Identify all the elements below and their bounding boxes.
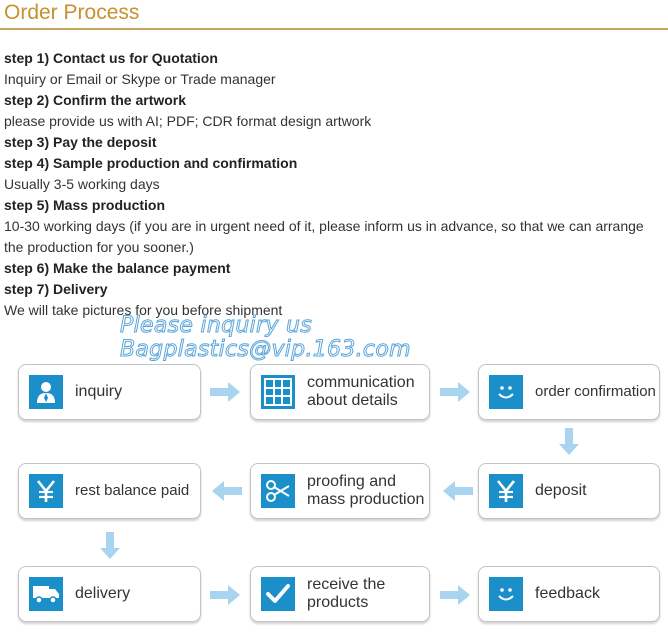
step-6-heading: step 6) Make the balance payment [4,260,231,276]
yen-icon [489,474,523,508]
contact-watermark [120,314,411,362]
smiley-icon [489,577,523,611]
arrow-down-icon [559,428,579,456]
step-7-heading: step 7) Delivery [4,281,108,297]
step-2-detail: please provide us with AI; PDF; CDR format design artwork [4,113,372,129]
yen-icon [29,474,63,508]
flow-label-proofing-1: proofing and [307,473,396,490]
flow-box-deposit [478,463,660,519]
step-4-heading: step 4) Sample production and confirmation [4,155,298,171]
page-title: Order Process [4,1,140,24]
flow-label-delivery: delivery [75,585,131,602]
step-2-heading: step 2) Confirm the artwork [4,92,187,108]
flow-label-communication [307,365,415,419]
flow-box-receive [250,566,430,622]
flow-label-rest-balance: rest balance paid [75,482,190,499]
flow-label-deposit: deposit [535,482,587,499]
arrow-right-icon [210,585,242,605]
step-4-detail: Usually 3-5 working days [4,176,160,192]
flow-label-communication-1: communication [307,374,415,391]
step-7-detail: We will take pictures for you before shipment [4,302,283,318]
flow-box-inquiry [18,364,201,420]
checkmark-icon [261,577,295,611]
smiley-icon [489,375,523,409]
flow-label-order-confirmation: order confirmation [535,383,656,400]
arrow-left-icon [210,481,242,501]
arrow-right-icon [210,382,242,402]
flow-label-inquiry: inquiry [75,383,123,400]
grid-icon [261,375,295,409]
flow-box-feedback [478,566,660,622]
person-icon [29,375,63,409]
flow-box-order-confirmation [478,364,660,420]
truck-icon [29,577,63,611]
flow-label-proofing [307,464,424,518]
flow-label-communication-2: about details [307,392,398,409]
step-5-detail: 10-30 working days (if you are in urgent need of it, please inform us in advance, so that we can arrange the production for you sooner.) [4,218,644,255]
arrow-right-icon [440,382,472,402]
arrow-left-icon [441,481,473,501]
watermark-line-1: Please inquiry us [120,313,313,338]
step-3-heading: step 3) Pay the deposit [4,134,157,150]
step-5-heading: step 5) Mass production [4,197,166,213]
title-divider [0,28,668,30]
flow-label-feedback: feedback [535,585,600,602]
flow-box-delivery [18,566,201,622]
step-1-heading: step 1) Contact us for Quotation [4,50,218,66]
watermark-email: Bagplastics@vip.163.com [120,337,411,362]
flow-box-communication [250,364,430,420]
flow-label-receive-2: products [307,594,369,611]
scissors-icon [261,474,295,508]
flow-label-receive-1: receive the [307,576,386,593]
arrow-down-icon [100,532,120,560]
step-1-detail: Inquiry or Email or Skype or Trade manager [4,71,276,87]
steps-list [4,48,666,321]
flow-box-proofing [250,463,430,519]
flow-label-receive [307,567,385,621]
flow-label-proofing-2: mass production [307,491,425,508]
arrow-right-icon [440,585,472,605]
flow-box-rest-balance [18,463,201,519]
